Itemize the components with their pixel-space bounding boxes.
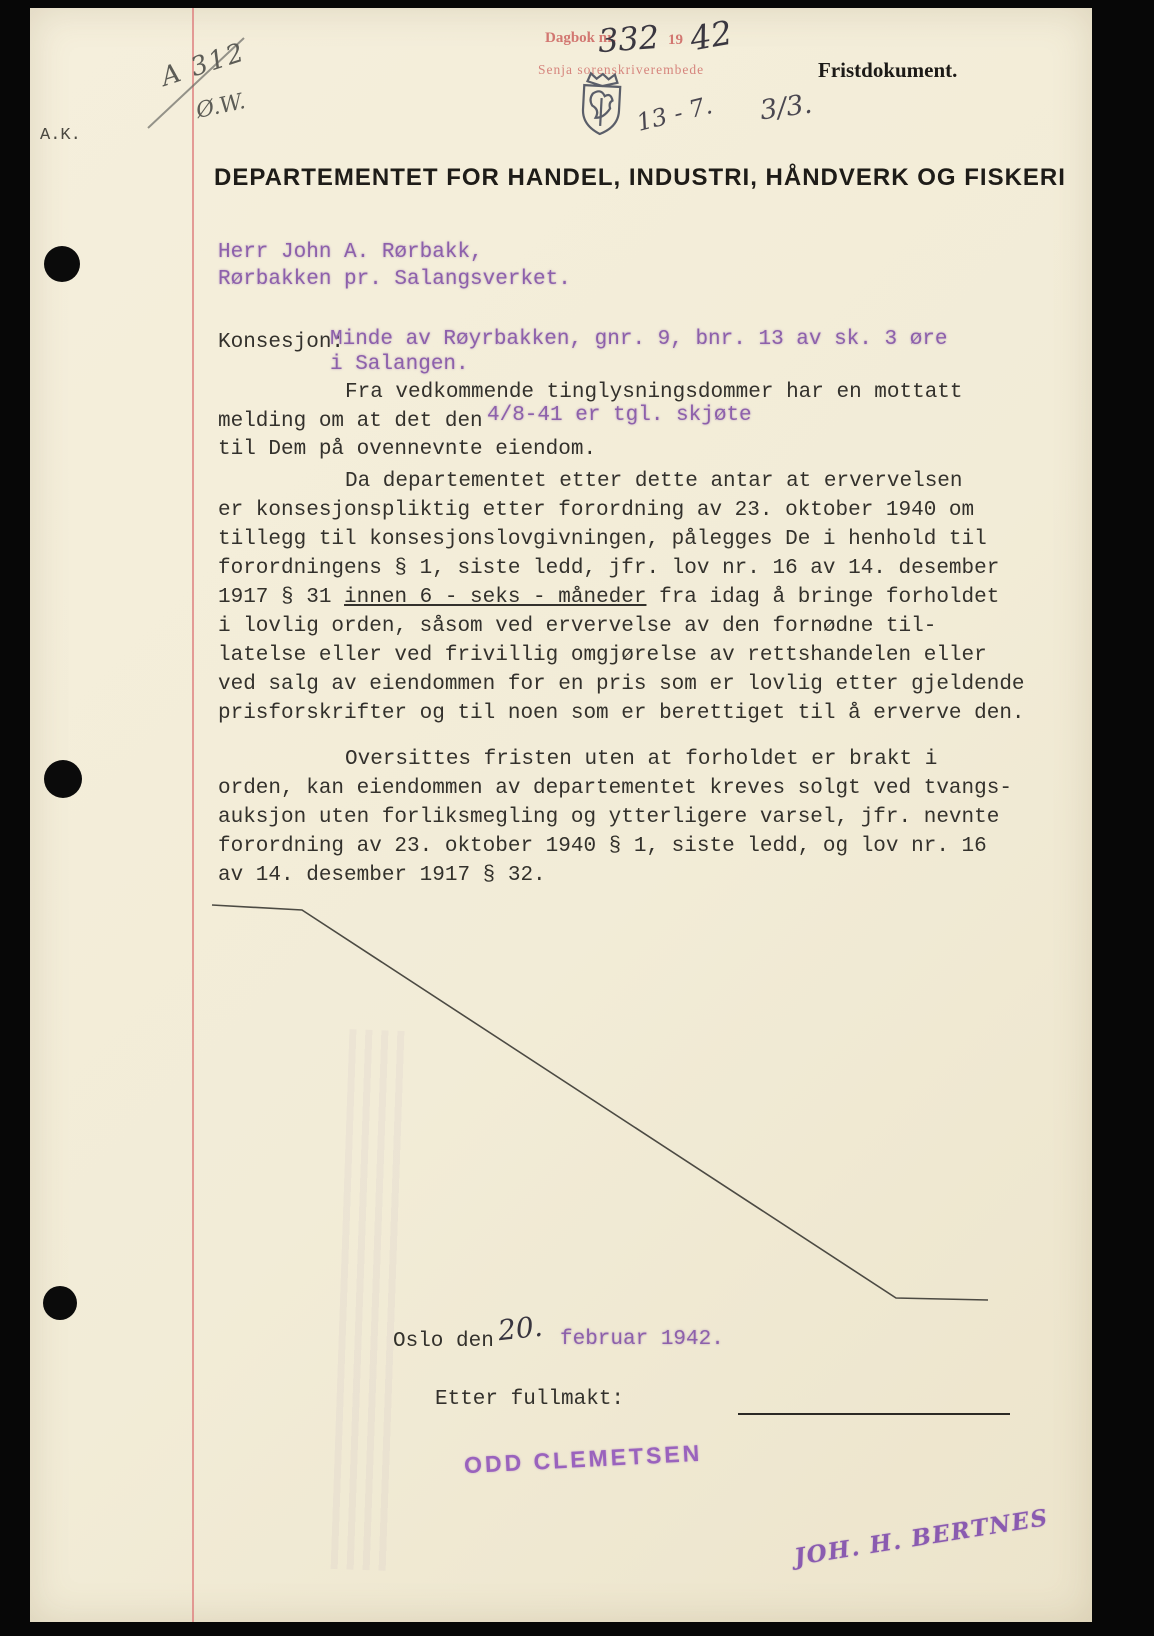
body-line: tillegg til konsesjonslovgivningen, pålegges De i henhold til [218, 528, 987, 551]
pencil-initials-note: Ø.W. [193, 89, 248, 124]
typed-insert: 4/8-41 er tgl. skjøte [487, 404, 752, 427]
frist-document-label: Fristdokument. [818, 58, 958, 82]
typed-month-year: februar 1942. [560, 1328, 724, 1351]
daybook-stamp-label: Dagbok nr. [545, 30, 617, 46]
body-line-segment: 1917 § 31 [218, 586, 345, 609]
subject-value-line1: Minde av Røyrbakken, gnr. 9, bnr. 13 av sk. 3 øre [330, 328, 948, 351]
daybook-year-prefix: 19 [668, 32, 683, 48]
page-title: DEPARTEMENTET FOR HANDEL, INDUSTRI, HÅNDVERK OG FISKERI [214, 164, 1066, 191]
red-margin-line [192, 8, 194, 1622]
recipient-address: Rørbakken pr. Salangsverket. [218, 268, 571, 291]
signature-name: JOH. H. BERTNES [792, 1504, 1051, 1571]
daybook-number-handwritten: 332 [596, 17, 661, 61]
underlined-deadline-text: innen 6 - seks - måneder [344, 586, 647, 609]
subject-value-line2: i Salangen. [330, 353, 469, 376]
body-line: i lovlig orden, såsom ved ervervelse av den fornødne til- [218, 615, 937, 638]
signature-line [738, 1413, 1010, 1415]
body-line-with-underline [218, 586, 999, 609]
handwritten-date-2: 3/3. [758, 88, 814, 127]
punch-hole [44, 246, 80, 282]
place-date-label: Oslo den [393, 1330, 494, 1353]
body-line: orden, kan eiendommen av departementet kreves solgt ved tvangs- [218, 777, 1012, 800]
body-line: av 14. desember 1917 § 32. [218, 864, 546, 887]
punch-hole [44, 760, 82, 798]
body-line: latelse eller ved frivillig omgjørelse av rettshandelen eller [218, 644, 987, 667]
punch-hole [43, 1286, 77, 1320]
body-line: Da departementet etter dette antar at ervervelsen [345, 470, 963, 493]
subject-label: Konsesjon: [218, 331, 345, 354]
body-line: ved salg av eiendommen for en pris som er lovlig etter gjeldende [218, 673, 1025, 696]
body-line: er konsesjonspliktig etter forordning av 23. oktober 1940 om [218, 499, 975, 522]
body-line: Fra vedkommende tinglysningsdommer har en mottatt [345, 381, 963, 404]
body-line: til Dem på ovennevnte eiendom. [218, 438, 597, 461]
body-line: auksjon uten forliksmegling og ytterligere varsel, jfr. nevnte [218, 806, 1000, 829]
corner-code: A.K. [40, 126, 81, 145]
daybook-year-handwritten: 42 [686, 12, 736, 59]
body-line-segment: fra idag å bringe forholdet [646, 586, 1000, 609]
name-stamp: ODD CLEMETSEN [463, 1439, 703, 1479]
cancellation-line [200, 895, 1000, 1310]
handwritten-date-1: 13 - 7. [633, 91, 716, 137]
pencil-reference-note: A 312 [157, 37, 250, 93]
handwritten-day: 20. [496, 1309, 545, 1348]
body-line: forordning av 23. oktober 1940 § 1, siste ledd, og lov nr. 16 [218, 835, 987, 858]
authority-line: Etter fullmakt: [435, 1388, 625, 1411]
recipient-name: Herr John A. Rørbakk, [218, 241, 483, 264]
body-line: Oversittes fristen uten at forholdet er brakt i [345, 748, 938, 771]
body-line: forordningens § 1, siste ledd, jfr. lov nr. 16 av 14. desember [218, 557, 1000, 580]
body-line: prisforskrifter og til noen som er berettiget til å erverve den. [218, 702, 1025, 725]
body-line: melding om at det den [218, 410, 483, 433]
office-stamp-text: Senja sorenskriverembede [538, 62, 705, 77]
